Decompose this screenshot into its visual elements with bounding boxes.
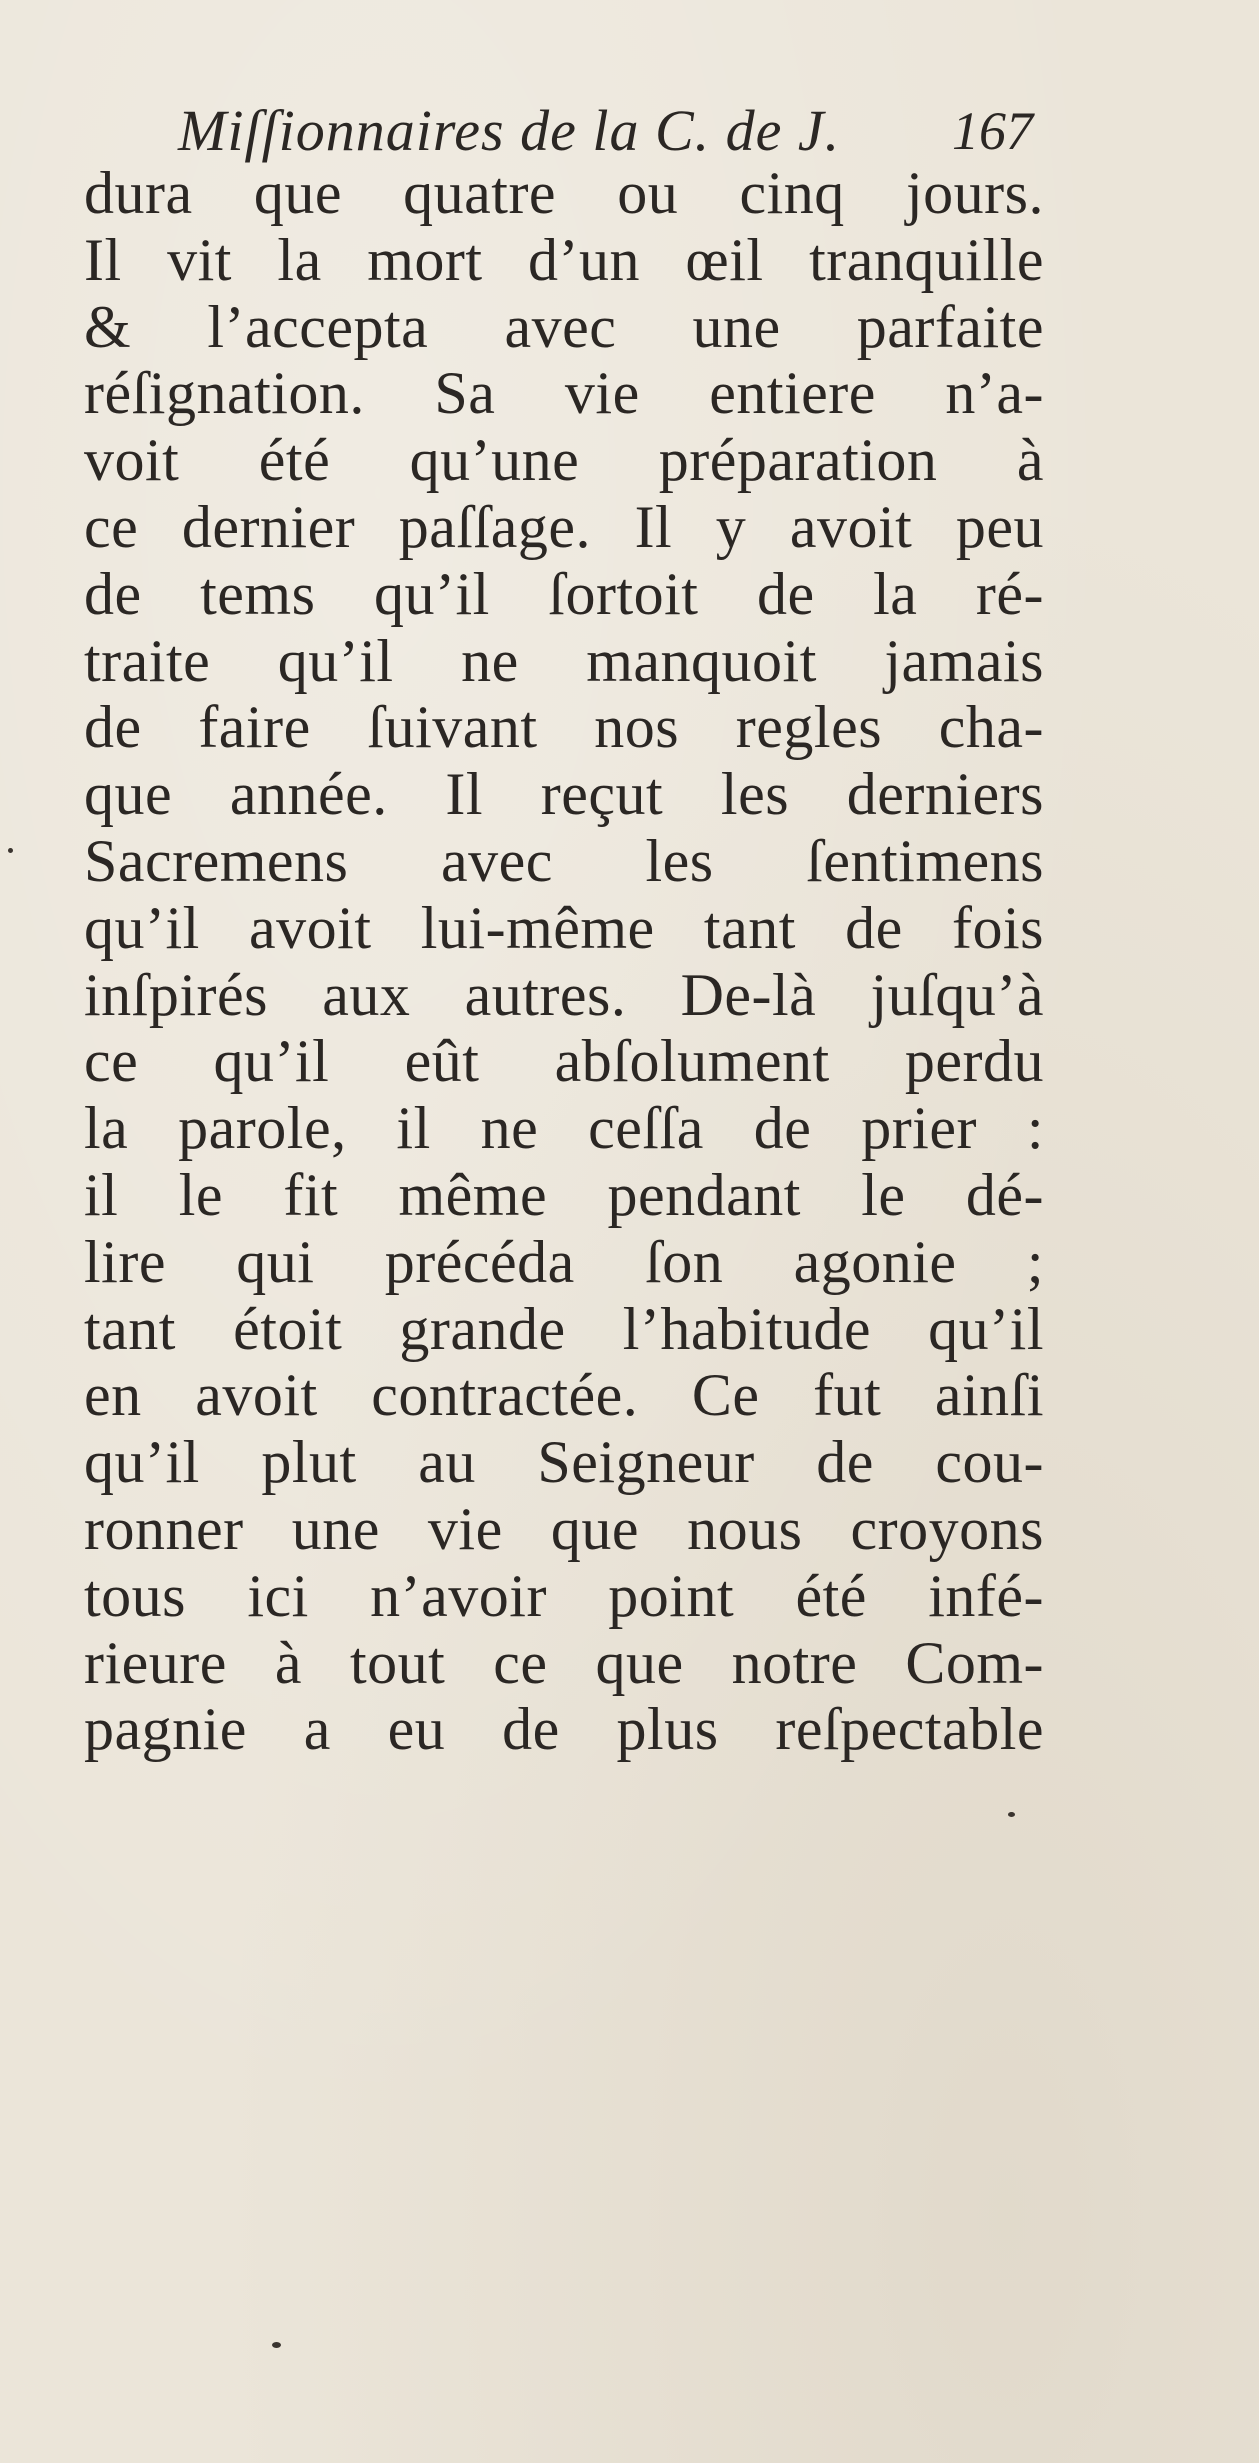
text-line: ce qu’il eût abſolument perdu [84,1028,1044,1095]
text-line: tous ici n’avoir point été infé- [84,1562,1044,1629]
text-line: inſpirés aux autres. De-là juſqu’à [84,961,1044,1028]
body-text [84,160,1044,1763]
text-line: & l’accepta avec une parfaite [84,293,1044,360]
ink-speck [272,2342,281,2348]
ink-speck [1008,1812,1015,1817]
text-line: ronner une vie que nous croyons [84,1495,1044,1562]
text-line: rieure à tout ce que notre Com- [84,1629,1044,1696]
text-line: réſignation. Sa vie entiere n’a- [84,360,1044,427]
text-line: tant étoit grande l’habitude qu’il [84,1295,1044,1362]
page-number: 167 [952,101,1033,161]
text-line: en avoit contractée. Ce fut ainſi [84,1362,1044,1429]
text-line: de tems qu’il ſortoit de la ré- [84,560,1044,627]
text-line: dura que quatre ou cinq jours. [84,160,1044,226]
running-title: Miſſionnaires de la C. de J. [178,98,841,163]
text-line: la parole, il ne ceſſa de prier : [84,1095,1044,1162]
text-line: que année. Il reçut les derniers [84,761,1044,828]
text-line: Il vit la mort d’un œil tranquille [84,226,1044,293]
ink-speck [8,848,13,853]
text-line: il le fit même pendant le dé- [84,1161,1044,1228]
text-line: Sacremens avec les ſentimens [84,827,1044,894]
text-line: traite qu’il ne manquoit jamais [84,627,1044,694]
text-line: pagnie a eu de plus reſpectable [84,1696,1044,1763]
text-line: qu’il plut au Seigneur de cou- [84,1429,1044,1496]
text-line: lire qui précéda ſon agonie ; [84,1228,1044,1295]
text-line: qu’il avoit lui-même tant de fois [84,894,1044,961]
text-line: ce dernier paſſage. Il y avoit peu [84,493,1044,560]
text-line: voit été qu’une préparation à [84,427,1044,494]
text-line: de faire ſuivant nos regles cha- [84,694,1044,761]
